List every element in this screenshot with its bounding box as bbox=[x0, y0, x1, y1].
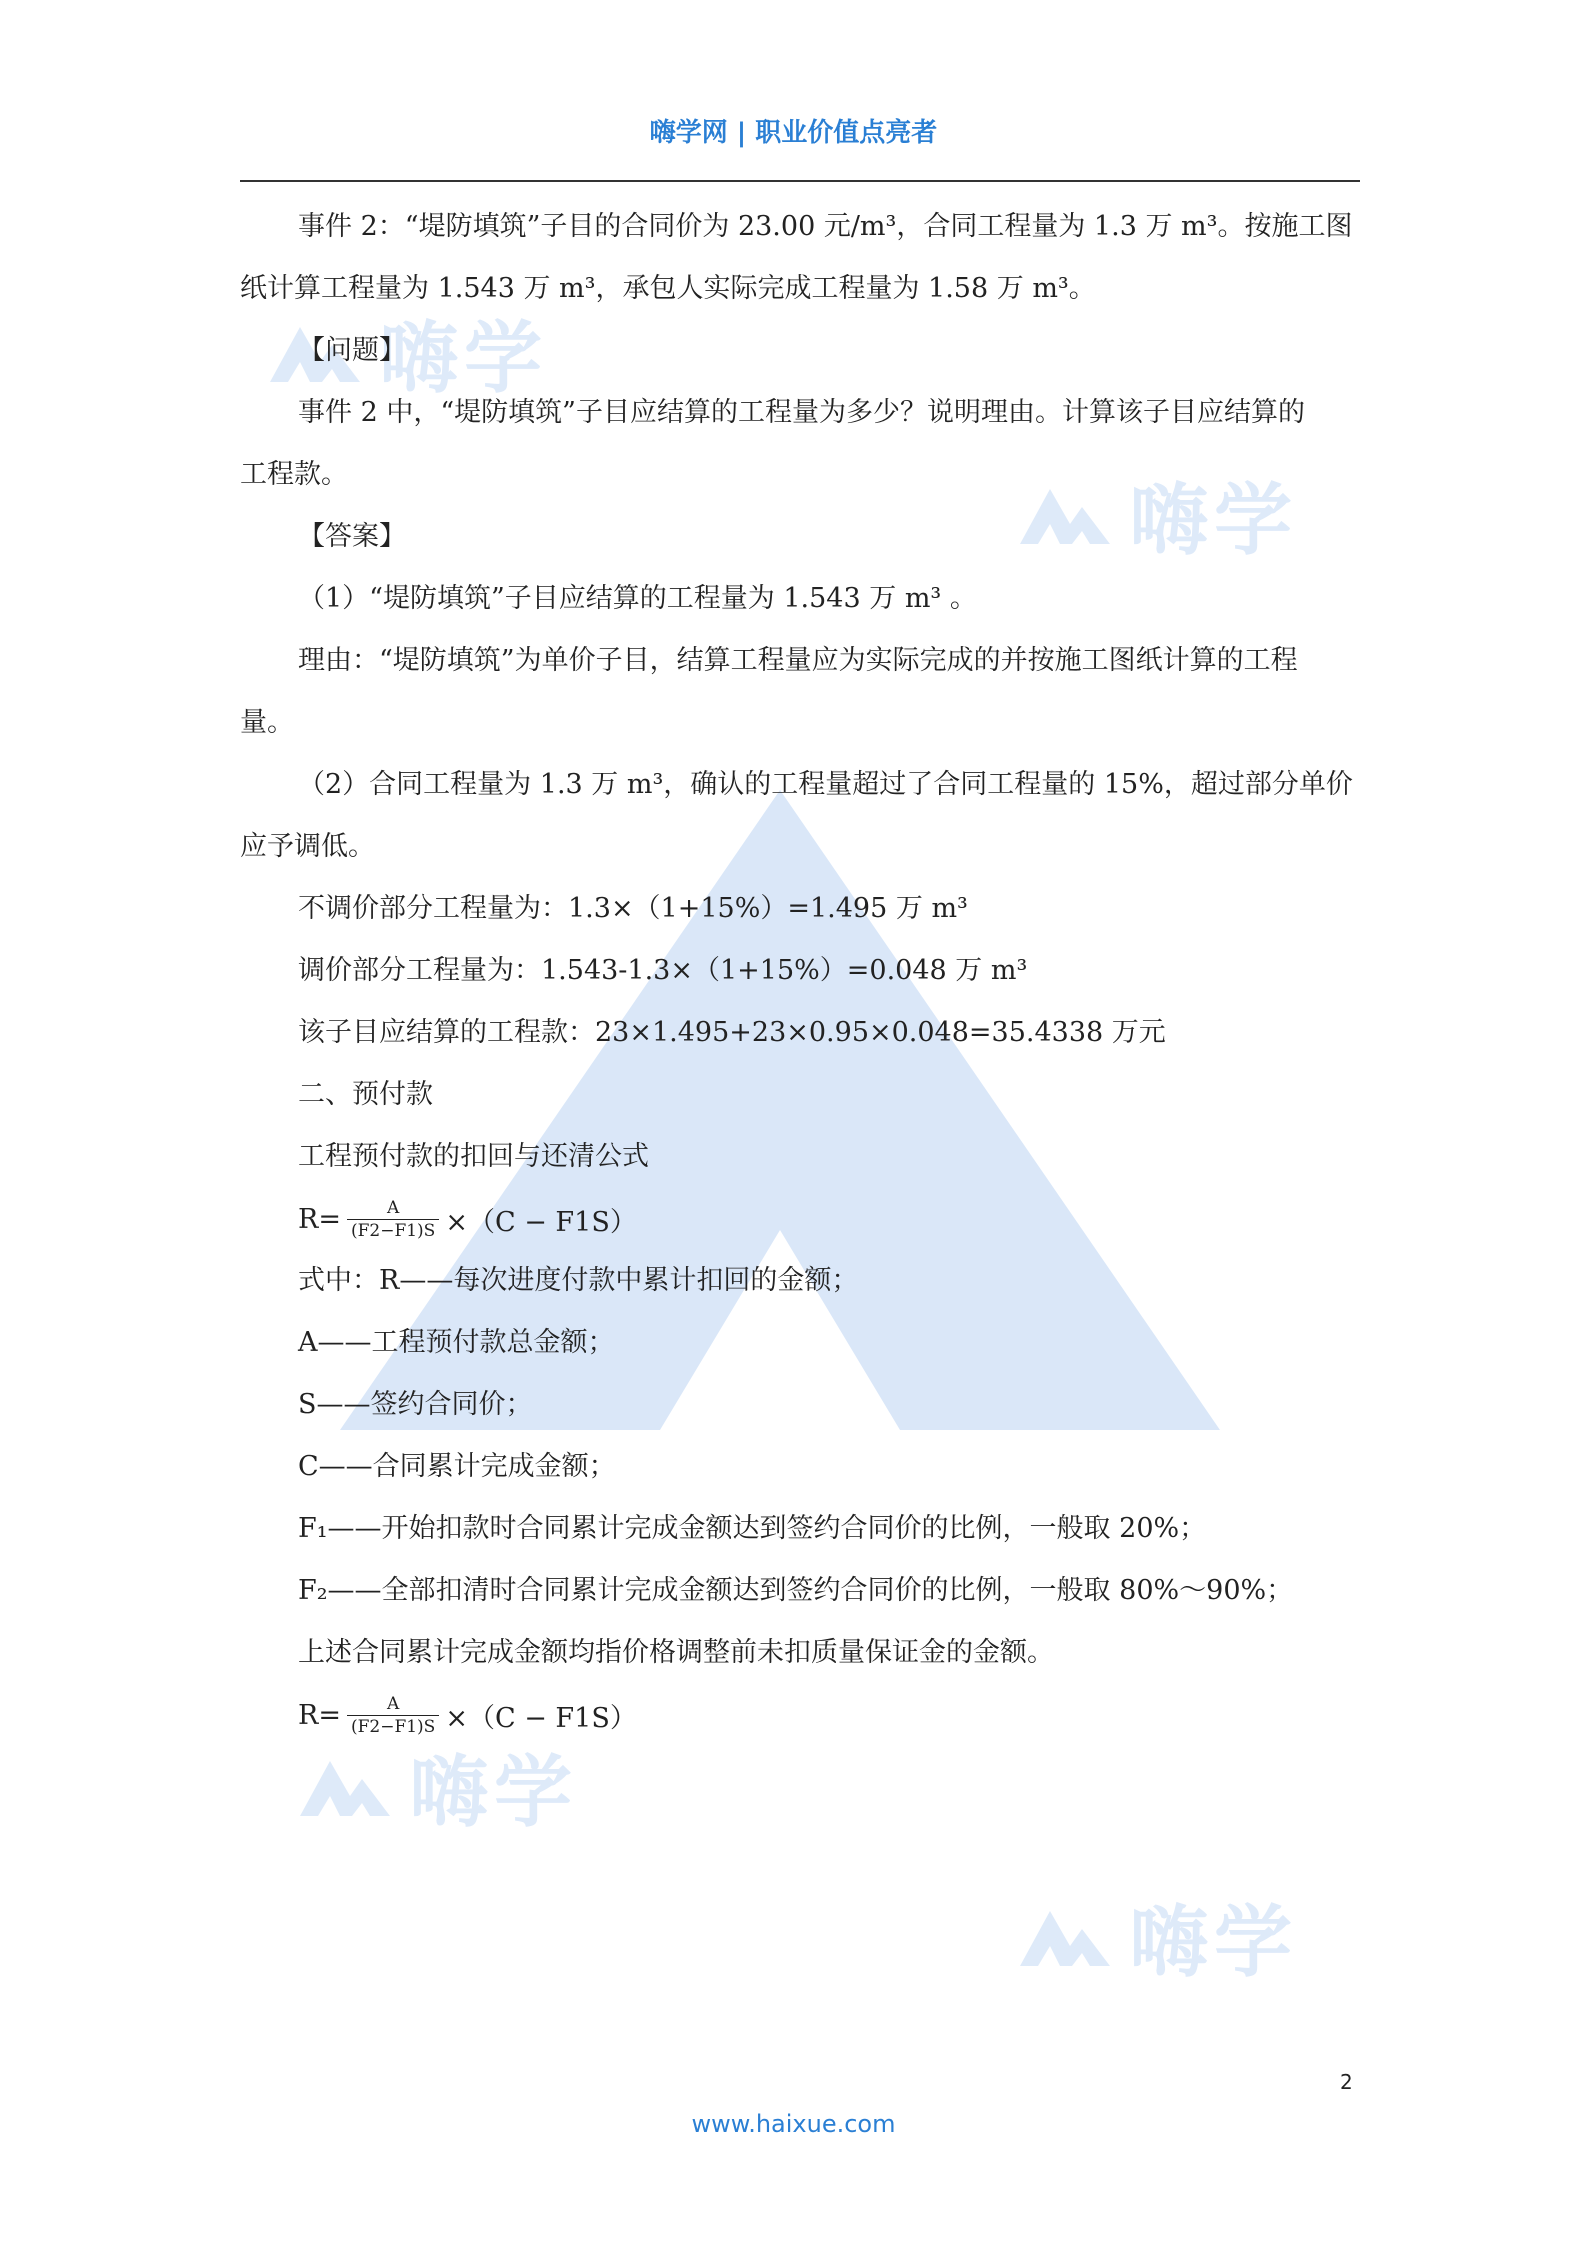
formula-numerator: A bbox=[387, 1693, 400, 1714]
paragraph-line: 事件 2：“堤防填筑”子目的合同价为 23.00 元/m³，合同工程量为 1.3 万 m³。按施工图 bbox=[298, 211, 1353, 242]
formula-rhs: ×（C − F1S） bbox=[445, 1206, 637, 1238]
definition-line: F₂——全部扣清时合同累计完成金额达到签约合同价的比例，一般取 80%～90%； bbox=[298, 1575, 1294, 1606]
paragraph-line: （2）合同工程量为 1.3 万 m³，确认的工程量超过了合同工程量的 15%，超过部分单价 bbox=[298, 769, 1353, 800]
watermark-logo bbox=[290, 1730, 578, 1842]
calculation-line: 不调价部分工程量为：1.3×（1+15%）=1.495 万 m³ bbox=[298, 893, 968, 924]
logo-mark-icon bbox=[290, 1751, 400, 1821]
document-body bbox=[240, 196, 1360, 1746]
paragraph-line: 工程款。 bbox=[240, 459, 348, 490]
paragraph-line: 事件 2 中，“堤防填筑”子目应结算的工程量为多少？说明理由。计算该子目应结算的 bbox=[298, 397, 1305, 428]
header-divider bbox=[240, 180, 1360, 182]
definition-line: C——合同累计完成金额； bbox=[298, 1451, 616, 1482]
watermark-logo-text: 嗨学 bbox=[380, 314, 549, 404]
logo-mark-icon bbox=[1010, 1901, 1120, 1971]
section-label-question: 【问题】 bbox=[298, 335, 406, 366]
page-header-title: 嗨学网 | 职业价值点亮者 bbox=[649, 118, 938, 148]
calculation-line: 调价部分工程量为：1.543-1.3×（1+15%）=0.048 万 m³ bbox=[298, 955, 1028, 986]
footer-url: www.haixue.com bbox=[691, 2110, 896, 2138]
page-number: 2 bbox=[1340, 2070, 1353, 2094]
calculation-line: 该子目应结算的工程款：23×1.495+23×0.95×0.048=35.4338 万元 bbox=[298, 1017, 1166, 1048]
paragraph-line: 纸计算工程量为 1.543 万 m³，承包人实际完成工程量为 1.58 万 m³。 bbox=[240, 273, 1096, 304]
paragraph-line: （1）“堤防填筑”子目应结算的工程量为 1.543 万 m³ 。 bbox=[298, 583, 977, 614]
formula-lhs: R= bbox=[298, 1699, 341, 1731]
paragraph-line: 上述合同累计完成金额均指价格调整前未扣质量保证金的金额。 bbox=[298, 1637, 1054, 1668]
formula-lhs: R= bbox=[298, 1203, 341, 1235]
paragraph-line: 工程预付款的扣回与还清公式 bbox=[298, 1141, 649, 1172]
formula-denominator: (F2−F1)S bbox=[347, 1219, 439, 1242]
paragraph-line: 理由：“堤防填筑”为单价子目，结算工程量应为实际完成的并按施工图纸计算的工程 bbox=[298, 645, 1298, 676]
formula-denominator: (F2−F1)S bbox=[347, 1715, 439, 1738]
definition-line: S——签约合同价； bbox=[298, 1389, 533, 1420]
paragraph-line: 应予调低。 bbox=[240, 831, 375, 862]
formula bbox=[240, 1188, 1360, 1250]
formula-fraction bbox=[347, 1197, 439, 1242]
definition-line: 式中：R——每次进度付款中累计扣回的金额； bbox=[298, 1265, 859, 1296]
watermark-logo-text: 嗨学 bbox=[1130, 1898, 1299, 1988]
section-label-answer: 【答案】 bbox=[298, 521, 406, 552]
section-heading: 二、预付款 bbox=[298, 1079, 433, 1110]
watermark-logo bbox=[1010, 1880, 1298, 1992]
watermark-logo-text: 嗨学 bbox=[410, 1748, 579, 1838]
formula-rhs: ×（C − F1S） bbox=[445, 1702, 637, 1734]
formula-fraction bbox=[347, 1693, 439, 1738]
formula-numerator: A bbox=[387, 1197, 400, 1218]
paragraph-line: 量。 bbox=[240, 707, 294, 738]
formula bbox=[240, 1684, 1360, 1746]
definition-line: F₁——开始扣款时合同累计完成金额达到签约合同价的比例，一般取 20%； bbox=[298, 1513, 1207, 1544]
watermark-logo-text: 嗨学 bbox=[1130, 476, 1299, 566]
definition-line: A——工程预付款总金额； bbox=[298, 1327, 615, 1358]
